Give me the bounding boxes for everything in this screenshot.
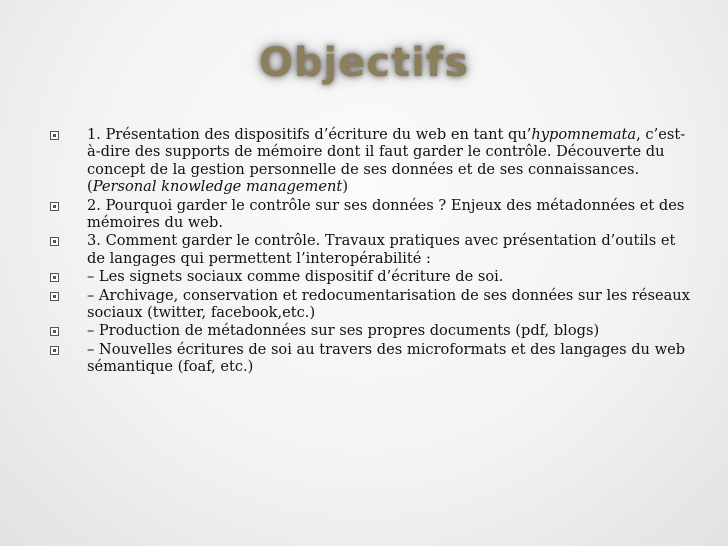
square-bullet-icon — [50, 327, 59, 336]
text-segment: , c’est-à-dire des supports de mémoire dont il faut garder le contrôle. Découverte du concept de la gestion personnelle de ses données et de ses connaissances. ( — [87, 126, 686, 196]
bullet-item — [46, 322, 690, 339]
square-bullet-icon — [50, 131, 59, 140]
square-bullet-icon — [50, 346, 59, 355]
bullet-item — [46, 232, 690, 267]
bullet-item — [46, 287, 690, 322]
text-segment: – Les signets sociaux comme dispositif d’écriture de soi. — [87, 268, 504, 286]
text-segment: – Archivage, conservation et redocumentarisation de ses données sur les réseaux sociaux (twitter, facebook,etc.) — [87, 286, 690, 322]
text-segment-italic: Personal knowledge management — [92, 178, 343, 196]
square-bullet-icon — [50, 273, 59, 282]
bullet-item — [46, 197, 690, 232]
text-segment: ) — [342, 178, 349, 196]
bullet-item — [46, 268, 690, 285]
text-segment: 1. Présentation des dispositifs d’écriture du web en tant qu’ — [87, 126, 532, 143]
square-bullet-icon — [50, 202, 59, 211]
bullet-item — [46, 126, 690, 196]
text-segment: 3. Comment garder le contrôle. Travaux pratiques avec présentation d’outils et de langages qui permettent l’interopérabilité : — [87, 232, 676, 267]
bullet-item — [46, 341, 690, 376]
slide-title: Objectifs — [258, 40, 470, 86]
text-segment: 2. Pourquoi garder le contrôle sur ses données ? Enjeux des métadonnées et des mémoires du web. — [87, 196, 685, 232]
square-bullet-icon — [50, 292, 59, 301]
text-segment: – Production de métadonnées sur ses propres documents (pdf, blogs) — [87, 322, 600, 340]
bullet-list — [46, 126, 690, 377]
text-segment: – Nouvelles écritures de soi au travers des microformats et des langages du web sémantique (foaf, etc.) — [87, 340, 686, 376]
square-bullet-icon — [50, 237, 59, 246]
text-segment-italic: hypomnemata — [531, 126, 637, 143]
